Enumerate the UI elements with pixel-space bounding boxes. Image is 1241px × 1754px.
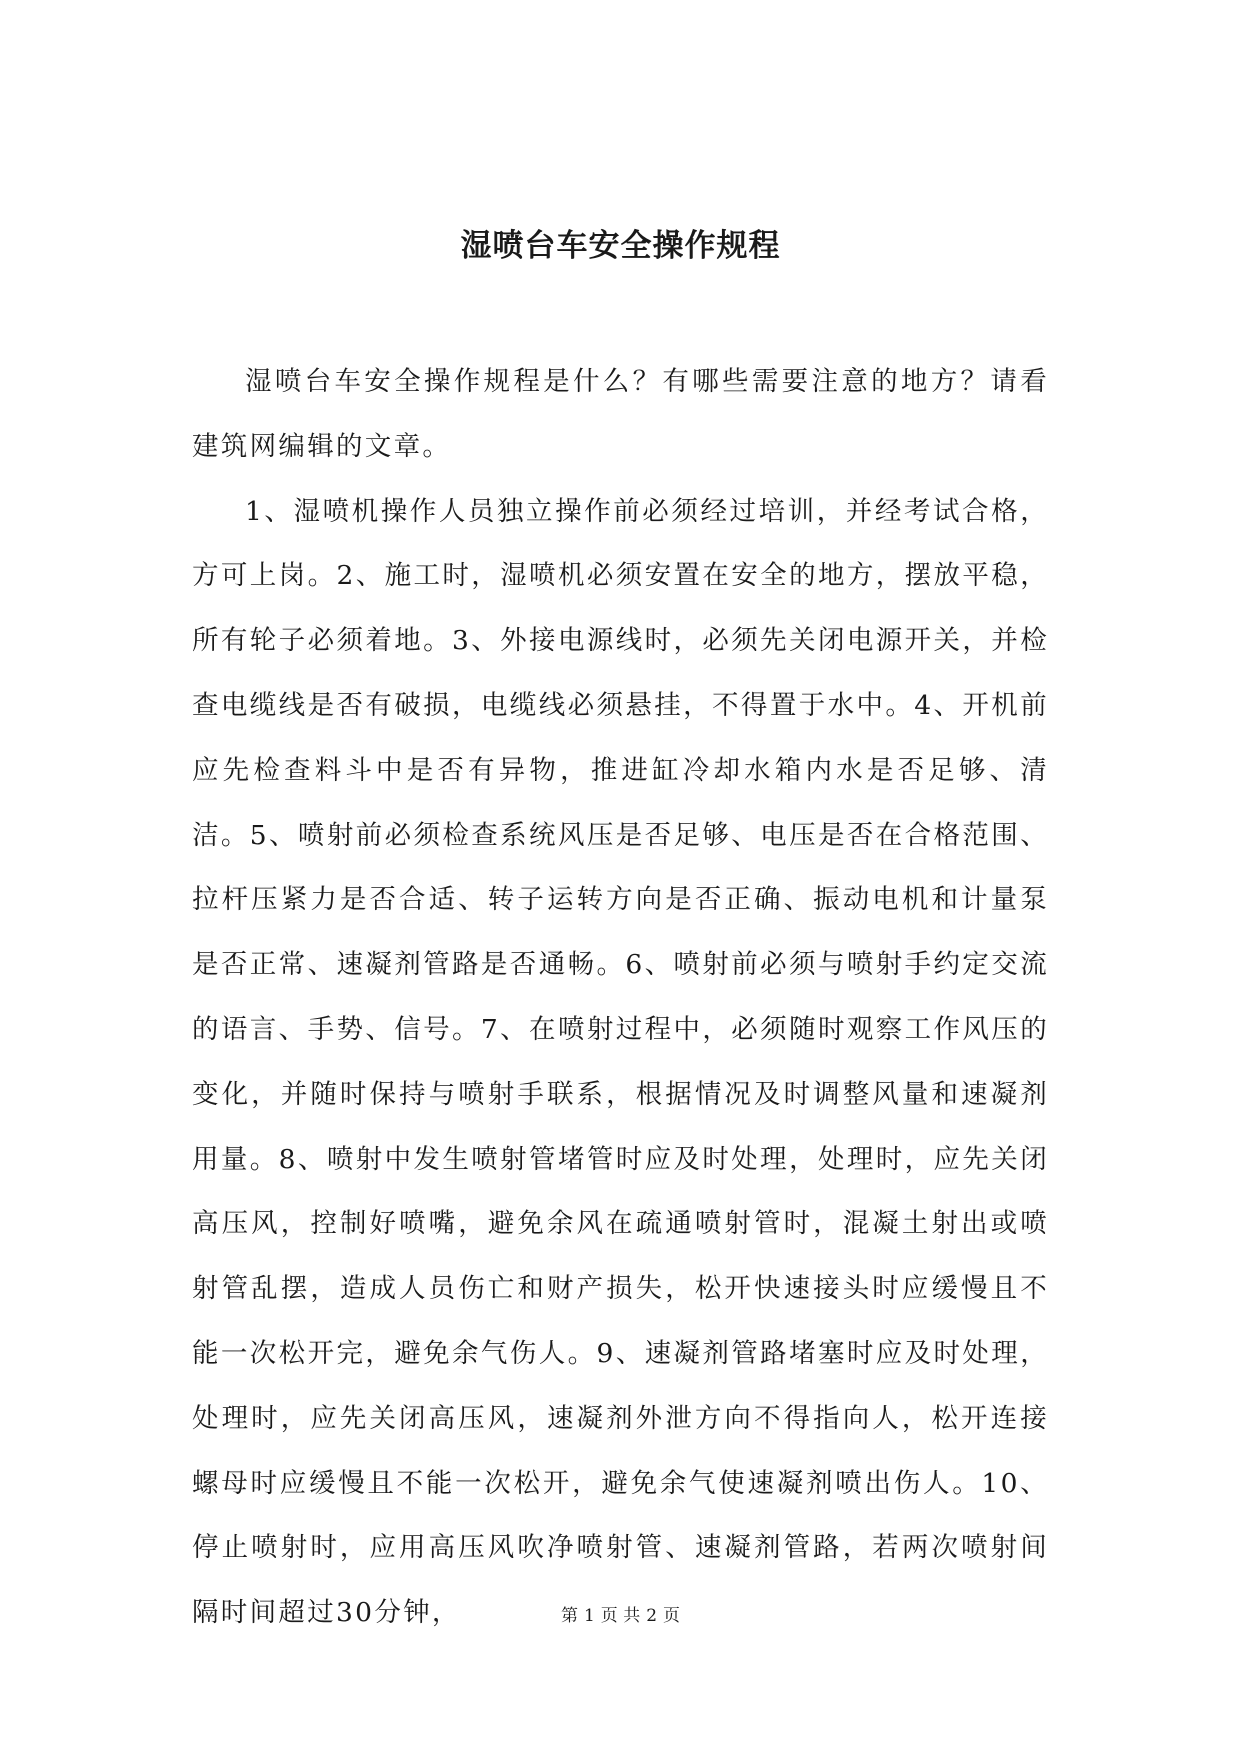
footer-suffix: 页: [663, 1606, 681, 1626]
footer-prefix: 第: [560, 1606, 578, 1626]
document-title: 湿喷台车安全操作规程: [460, 228, 781, 264]
body-paragraph: 1、湿喷机操作人员独立操作前必须经过培训，并经考试合格，方可上岗。2、施工时，湿喷机必须安置在安全的地方，摆放平稳，所有轮子必须着地。3、外接电源线时，必须先关闭电源开关，并检查电缆线是否有破损，电缆线必须悬挂，不得置于水中。4、开机前应先检查料斗中是否有异物，推进缸冷却水箱内水是否足够、清洁。5、喷射前必须检查系统风压是否足够、电压是否在合格范围、拉杆压紧力是否合适、转子运转方向是否正确、振动电机和计量泵是否正常、速凝剂管路是否通畅。6、喷射前必须与喷射手约定交流的语言、手势、信号。7、在喷射过程中，必须随时观察工作风压的变化，并随时保持与喷射手联系，根据情况及时调整风量和速凝剂用量。8、喷射中发生喷射管堵管时应及时处理，处理时，应先关闭高压风，控制好喷嘴，避免余风在疏通喷射管时，混凝土射出或喷射管乱摆，造成人员伤亡和财产损失，松开快速接头时应缓慢且不能一次松开完，避免余气伤人。9、速凝剂管路堵塞时应及时处理，处理时，应先关闭高压风，速凝剂外泄方向不得指向人，松开连接螺母时应缓慢且不能一次松开，避免余气使速凝剂喷出伤人。10、停止喷射时，应用高压风吹净喷射管、速凝剂管路，若两次喷射间隔时间超过30分钟，: [192, 495, 1049, 1629]
footer-current-page: 1: [583, 1606, 595, 1626]
footer-mid: 页 共: [600, 1606, 641, 1626]
document-body: [192, 350, 1049, 1646]
footer-total-pages: 2: [646, 1606, 658, 1626]
intro-paragraph: 湿喷台车安全操作规程是什么？有哪些需要注意的地方？请看建筑网编辑的文章。: [192, 366, 1049, 462]
page-footer: [0, 1604, 1241, 1628]
